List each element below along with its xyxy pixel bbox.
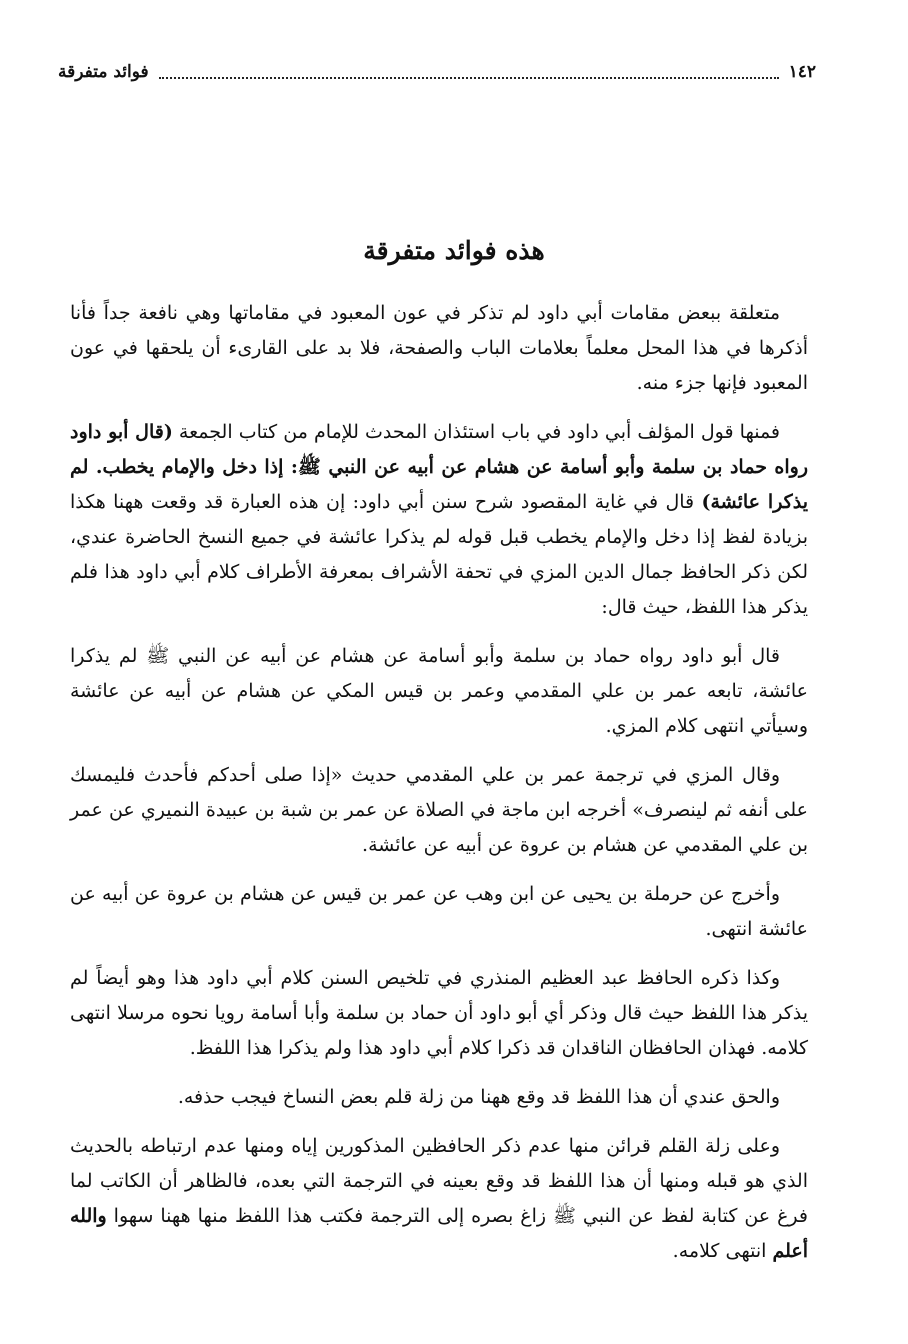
paragraph-6: وكذا ذكره الحافظ عبد العظيم المنذري في تلخيص السنن كلام أبي داود هذا وهو أيضاً لم يذكر هذا اللفظ حيث قال وذكر أي أبو داود أن حماد بن سلمة وأبا أسامة رويا نحوه مرسلا انتهى كلامه. فهذان الحافظان الناقدان قد ذكرا كلام أبي داود هذا ولم يذكرا هذا اللفظ. [70,967,808,1059]
paragraph-2 [70,415,808,625]
page-number: ١٤٢ [788,62,816,82]
paragraph-8-text: وعلى زلة القلم قرائن منها عدم ذكر الحافظين المذكورين إياه ومنها عدم ارتباطه بالحديث الذي هو قبله ومنها أن هذا اللفظ قد وقع بعينه في الترجمة التي بعده، فالظاهر أن الكاتب لما فرغ عن كتابة لفظ عن النبي ﷺ زاغ بصره إلى الترجمة فكتب هذا اللفظ منها ههنا سهوا [70,1135,808,1227]
paragraph-2-quote: (قال أبو داود رواه حماد بن سلمة وأبو أسامة عن هشام عن أبيه عن النبي ﷺ: إذا دخل والإمام يخطب. لم يذكرا عائشة) [70,421,808,513]
header-dotted-leader [159,77,779,79]
paragraph-4: وقال المزي في ترجمة عمر بن علي المقدمي حديث «إذا صلى أحدكم فأحدث فليمسك على أنفه ثم لينصرف» أخرجه ابن ماجة في الصلاة عن عمر بن شبة بن عبيدة النميري عن عمر بن علي المقدمي عن هشام بن عروة عن أبيه عن عائشة. [70,764,808,856]
paragraph-3: قال أبو داود رواه حماد بن سلمة وأبو أسامة عن هشام عن أبيه عن النبي ﷺ لم يذكرا عائشة، تابعه عمر بن علي المقدمي وعمر بن قيس المكي عن هشام عن أبيه عن عائشة وسيأتي انتهى كلام المزي. [70,645,808,737]
paragraph-5: وأخرج عن حرملة بن يحيى عن ابن وهب عن عمر بن قيس عن هشام بن عروة عن أبيه عن عائشة انتهى. [70,883,808,940]
paragraph-8 [70,1129,808,1269]
paragraph-8-end: انتهى كلامه. [672,1240,773,1262]
running-header [58,56,816,88]
running-title: فوائد متفرقة [58,62,149,82]
section-title: هذه فوائد متفرقة [363,236,545,265]
paragraph-1: متعلقة ببعض مقامات أبي داود لم تذكر في عون المعبود في مقاماتها وهي نافعة جداً فأنا أذكرها في هذا المحل معلماً بعلامات الباب والصفحة، فلا بد على القارىء أن يلحقها في عون المعبود فإنها جزء منه. [70,302,808,394]
paragraph-8-bold: والله أعلم [70,1205,808,1262]
paragraph-2-commentary: قال في غاية المقصود شرح سنن أبي داود: إن هذه العبارة قد وقعت ههنا هكذا بزيادة لفظ إذا دخل والإمام يخطب قبل قوله لم يذكرا عائشة في جميع النسخ الحاضرة عندي، لكن ذكر الحافظ جمال الدين المزي في تحفة الأشراف بمعرفة الأطراف كلام أبي داود هذا فلم يذكر هذا اللفظ، حيث قال: [70,491,808,618]
paragraph-7: والحق عندي أن هذا اللفظ قد وقع ههنا من زلة قلم بعض النساخ فيجب حذفه. [177,1086,780,1108]
paragraph-2-intro: فمنها قول المؤلف أبي داود في باب استئذان المحدث للإمام من كتاب الجمعة [172,421,781,443]
body-text [70,296,808,1283]
